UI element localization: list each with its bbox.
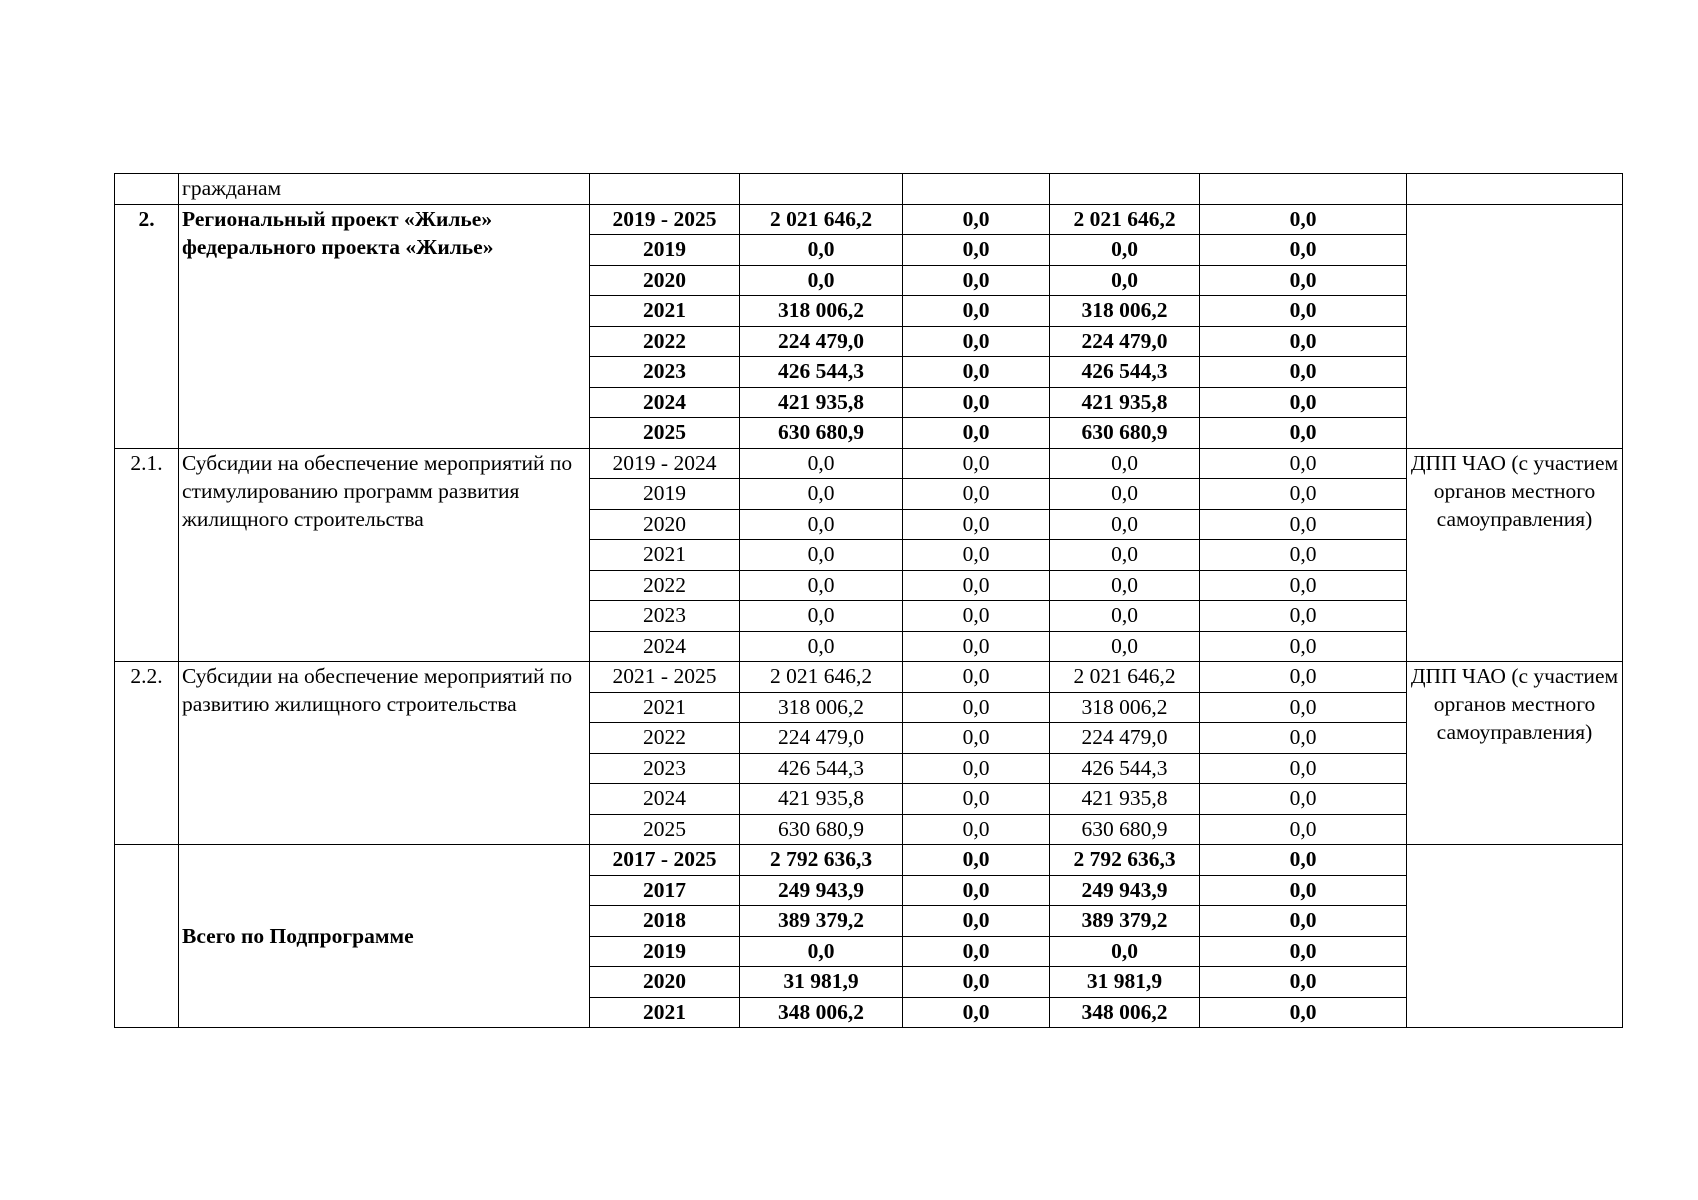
activity-name-cell: Региональный проект «Жилье» федерального проекта «Жилье» [179, 204, 590, 448]
district-budget-cell: 224 479,0 [1050, 723, 1200, 754]
federal-budget-cell: 0,0 [903, 509, 1050, 540]
executor-cell: ДПП ЧАО (с участием органов местного самоуправления) [1407, 662, 1623, 845]
table-row [115, 174, 1623, 205]
district-budget-cell: 2 021 646,2 [1050, 662, 1200, 693]
row-number-cell: 2. [115, 204, 179, 448]
local-budget-cell: 0,0 [1200, 509, 1407, 540]
executor-cell [1407, 204, 1623, 448]
total-cell: 0,0 [740, 448, 903, 479]
federal-budget-cell: 0,0 [903, 906, 1050, 937]
federal-budget-cell [903, 174, 1050, 205]
period-cell: 2021 [590, 997, 740, 1028]
total-cell: 426 544,3 [740, 357, 903, 388]
period-cell: 2023 [590, 753, 740, 784]
federal-budget-cell: 0,0 [903, 387, 1050, 418]
period-cell: 2020 [590, 967, 740, 998]
total-cell: 426 544,3 [740, 753, 903, 784]
district-budget-cell: 0,0 [1050, 479, 1200, 510]
federal-budget-cell: 0,0 [903, 967, 1050, 998]
local-budget-cell: 0,0 [1200, 479, 1407, 510]
local-budget-cell: 0,0 [1200, 845, 1407, 876]
total-cell: 318 006,2 [740, 296, 903, 327]
local-budget-cell: 0,0 [1200, 814, 1407, 845]
federal-budget-cell: 0,0 [903, 784, 1050, 815]
period-cell: 2024 [590, 387, 740, 418]
federal-budget-cell: 0,0 [903, 814, 1050, 845]
total-cell: 2 021 646,2 [740, 662, 903, 693]
district-budget-cell: 630 680,9 [1050, 814, 1200, 845]
period-cell: 2021 - 2025 [590, 662, 740, 693]
period-cell: 2022 [590, 723, 740, 754]
local-budget-cell: 0,0 [1200, 631, 1407, 662]
federal-budget-cell: 0,0 [903, 296, 1050, 327]
period-cell: 2021 [590, 296, 740, 327]
budget-table [114, 173, 1623, 1028]
row-number-cell: 2.1. [115, 448, 179, 662]
executor-cell: ДПП ЧАО (с участием органов местного самоуправления) [1407, 448, 1623, 662]
district-budget-cell: 421 935,8 [1050, 784, 1200, 815]
local-budget-cell: 0,0 [1200, 875, 1407, 906]
activity-name-cell: Субсидии на обеспечение мероприятий по развитию жилищного строительства [179, 662, 590, 845]
period-cell: 2020 [590, 265, 740, 296]
row-number-cell [115, 845, 179, 1028]
district-budget-cell: 0,0 [1050, 570, 1200, 601]
period-cell: 2019 [590, 936, 740, 967]
district-budget-cell: 630 680,9 [1050, 418, 1200, 449]
local-budget-cell: 0,0 [1200, 906, 1407, 937]
federal-budget-cell: 0,0 [903, 662, 1050, 693]
district-budget-cell: 0,0 [1050, 448, 1200, 479]
federal-budget-cell: 0,0 [903, 997, 1050, 1028]
local-budget-cell: 0,0 [1200, 997, 1407, 1028]
total-cell: 0,0 [740, 540, 903, 571]
local-budget-cell: 0,0 [1200, 387, 1407, 418]
federal-budget-cell: 0,0 [903, 723, 1050, 754]
federal-budget-cell: 0,0 [903, 570, 1050, 601]
local-budget-cell: 0,0 [1200, 692, 1407, 723]
federal-budget-cell: 0,0 [903, 448, 1050, 479]
federal-budget-cell: 0,0 [903, 753, 1050, 784]
total-cell: 224 479,0 [740, 326, 903, 357]
total-cell: 630 680,9 [740, 814, 903, 845]
federal-budget-cell: 0,0 [903, 326, 1050, 357]
district-budget-cell: 249 943,9 [1050, 875, 1200, 906]
local-budget-cell: 0,0 [1200, 570, 1407, 601]
local-budget-cell: 0,0 [1200, 204, 1407, 235]
federal-budget-cell: 0,0 [903, 235, 1050, 266]
local-budget-cell [1200, 174, 1407, 205]
period-cell: 2019 [590, 479, 740, 510]
executor-cell [1407, 845, 1623, 1028]
federal-budget-cell: 0,0 [903, 845, 1050, 876]
district-budget-cell: 318 006,2 [1050, 692, 1200, 723]
total-cell: 389 379,2 [740, 906, 903, 937]
table-row [115, 845, 1623, 876]
district-budget-cell: 318 006,2 [1050, 296, 1200, 327]
total-cell: 630 680,9 [740, 418, 903, 449]
period-cell: 2021 [590, 540, 740, 571]
table-row [115, 448, 1623, 479]
local-budget-cell: 0,0 [1200, 448, 1407, 479]
federal-budget-cell: 0,0 [903, 692, 1050, 723]
local-budget-cell: 0,0 [1200, 296, 1407, 327]
period-cell: 2023 [590, 601, 740, 632]
total-cell: 0,0 [740, 631, 903, 662]
total-cell: 224 479,0 [740, 723, 903, 754]
local-budget-cell: 0,0 [1200, 723, 1407, 754]
period-cell: 2017 - 2025 [590, 845, 740, 876]
total-cell: 2 021 646,2 [740, 204, 903, 235]
table-row [115, 204, 1623, 235]
period-cell: 2018 [590, 906, 740, 937]
district-budget-cell: 31 981,9 [1050, 967, 1200, 998]
local-budget-cell: 0,0 [1200, 265, 1407, 296]
federal-budget-cell: 0,0 [903, 418, 1050, 449]
district-budget-cell: 426 544,3 [1050, 357, 1200, 388]
total-cell: 2 792 636,3 [740, 845, 903, 876]
district-budget-cell [1050, 174, 1200, 205]
total-cell: 0,0 [740, 601, 903, 632]
total-cell: 249 943,9 [740, 875, 903, 906]
federal-budget-cell: 0,0 [903, 479, 1050, 510]
local-budget-cell: 0,0 [1200, 936, 1407, 967]
federal-budget-cell: 0,0 [903, 204, 1050, 235]
row-number-cell: 2.2. [115, 662, 179, 845]
district-budget-cell: 0,0 [1050, 631, 1200, 662]
total-cell: 0,0 [740, 265, 903, 296]
local-budget-cell: 0,0 [1200, 601, 1407, 632]
activity-name-cell: гражданам [179, 174, 590, 205]
total-cell: 0,0 [740, 235, 903, 266]
local-budget-cell: 0,0 [1200, 662, 1407, 693]
federal-budget-cell: 0,0 [903, 875, 1050, 906]
period-cell: 2024 [590, 784, 740, 815]
period-cell: 2021 [590, 692, 740, 723]
total-cell: 0,0 [740, 509, 903, 540]
local-budget-cell: 0,0 [1200, 418, 1407, 449]
table-row [115, 662, 1623, 693]
district-budget-cell: 0,0 [1050, 265, 1200, 296]
row-number-cell [115, 174, 179, 205]
total-cell: 421 935,8 [740, 784, 903, 815]
total-cell: 31 981,9 [740, 967, 903, 998]
federal-budget-cell: 0,0 [903, 936, 1050, 967]
district-budget-cell: 0,0 [1050, 540, 1200, 571]
total-cell: 0,0 [740, 570, 903, 601]
total-cell: 348 006,2 [740, 997, 903, 1028]
local-budget-cell: 0,0 [1200, 753, 1407, 784]
local-budget-cell: 0,0 [1200, 784, 1407, 815]
total-cell: 318 006,2 [740, 692, 903, 723]
local-budget-cell: 0,0 [1200, 326, 1407, 357]
period-cell: 2025 [590, 418, 740, 449]
activity-name-cell: Всего по Подпрограмме [179, 845, 590, 1028]
period-cell: 2020 [590, 509, 740, 540]
district-budget-cell: 421 935,8 [1050, 387, 1200, 418]
district-budget-cell: 2 021 646,2 [1050, 204, 1200, 235]
total-cell: 0,0 [740, 479, 903, 510]
period-cell: 2022 [590, 326, 740, 357]
federal-budget-cell: 0,0 [903, 357, 1050, 388]
period-cell: 2025 [590, 814, 740, 845]
local-budget-cell: 0,0 [1200, 540, 1407, 571]
federal-budget-cell: 0,0 [903, 631, 1050, 662]
district-budget-cell: 348 006,2 [1050, 997, 1200, 1028]
district-budget-cell: 2 792 636,3 [1050, 845, 1200, 876]
total-cell [740, 174, 903, 205]
federal-budget-cell: 0,0 [903, 601, 1050, 632]
local-budget-cell: 0,0 [1200, 235, 1407, 266]
period-cell: 2023 [590, 357, 740, 388]
district-budget-cell: 0,0 [1050, 235, 1200, 266]
federal-budget-cell: 0,0 [903, 265, 1050, 296]
federal-budget-cell: 0,0 [903, 540, 1050, 571]
executor-cell [1407, 174, 1623, 205]
district-budget-cell: 0,0 [1050, 936, 1200, 967]
local-budget-cell: 0,0 [1200, 967, 1407, 998]
total-cell: 421 935,8 [740, 387, 903, 418]
activity-name-cell: Субсидии на обеспечение мероприятий по стимулированию программ развития жилищного строительства [179, 448, 590, 662]
period-cell: 2019 - 2024 [590, 448, 740, 479]
local-budget-cell: 0,0 [1200, 357, 1407, 388]
district-budget-cell: 426 544,3 [1050, 753, 1200, 784]
district-budget-cell: 224 479,0 [1050, 326, 1200, 357]
district-budget-cell: 0,0 [1050, 601, 1200, 632]
total-cell: 0,0 [740, 936, 903, 967]
period-cell: 2019 - 2025 [590, 204, 740, 235]
period-cell: 2022 [590, 570, 740, 601]
district-budget-cell: 389 379,2 [1050, 906, 1200, 937]
period-cell: 2017 [590, 875, 740, 906]
period-cell: 2024 [590, 631, 740, 662]
period-cell: 2019 [590, 235, 740, 266]
district-budget-cell: 0,0 [1050, 509, 1200, 540]
period-cell [590, 174, 740, 205]
